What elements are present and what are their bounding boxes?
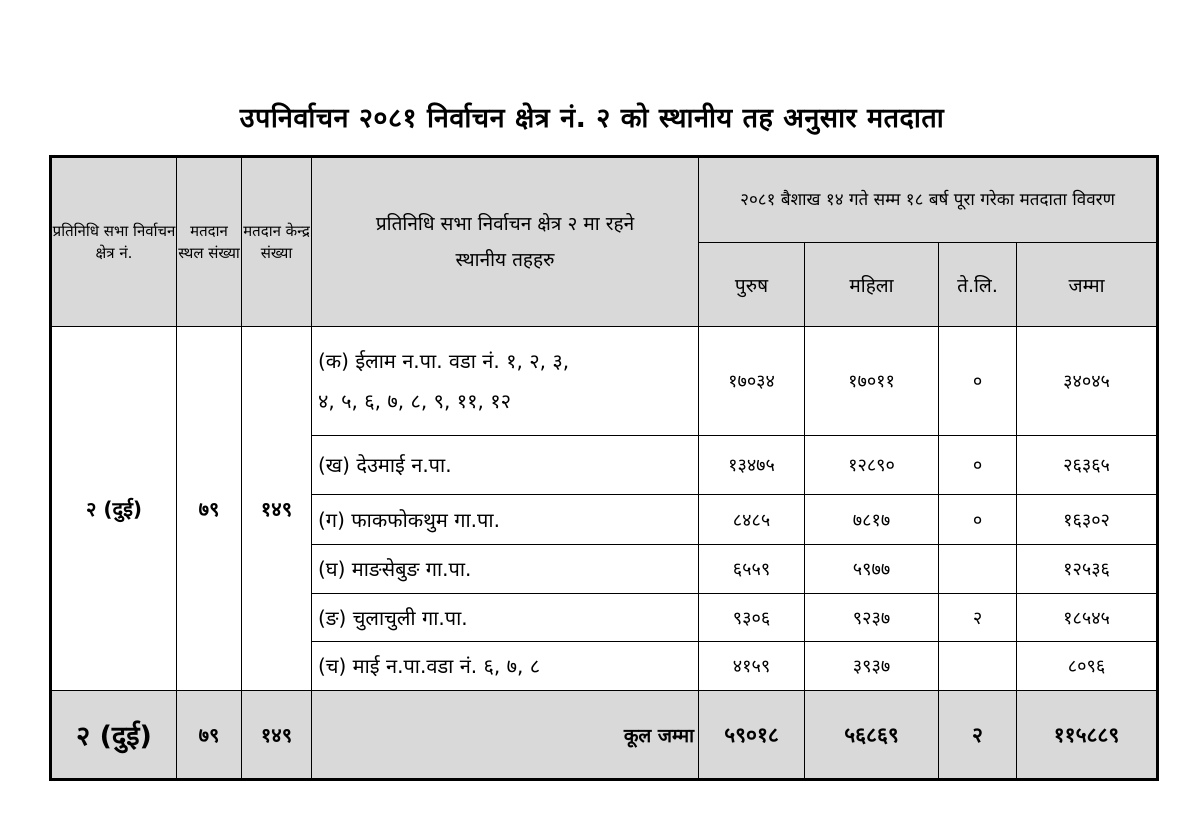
total-cell: १६३०२: [1017, 495, 1158, 545]
header-male: पुरुष: [699, 243, 805, 327]
page-title: उपनिर्वाचन २०८१ निर्वाचन क्षेत्र नं. २ को स्थानीय तह अनुसार मतदाता: [239, 103, 945, 134]
male-cell: १३४७५: [699, 436, 805, 495]
grand-total-cell: ११५८८९: [1017, 691, 1158, 780]
female-cell: ३९३७: [805, 642, 939, 691]
other-cell: ०: [939, 495, 1017, 545]
grand-total-label: कूल जम्मा: [312, 691, 699, 780]
header-constituency: प्रतिनिधि सभा निर्वाचन क्षेत्र नं.: [51, 157, 177, 327]
header-local-levels: प्रतिनिधि सभा निर्वाचन क्षेत्र २ मा रहने स्थानीय तहहरु: [312, 157, 699, 327]
local-level-cell: (घ) माङसेबुङ गा.पा.: [312, 545, 699, 594]
other-cell: २: [939, 594, 1017, 642]
total-polling-centers-cell: १४९: [242, 691, 312, 780]
header-polling-centers: मतदान केन्द्र संख्या: [242, 157, 312, 327]
total-constituency-cell: २ (दुई): [51, 691, 177, 780]
table-row: [51, 327, 1158, 436]
total-cell: १२५३६: [1017, 545, 1158, 594]
female-cell: ७८१७: [805, 495, 939, 545]
local-level-line1: (क) ईलाम न.पा. वडा नं. १, २, ३,: [318, 349, 570, 373]
female-cell: १७०११: [805, 327, 939, 436]
female-cell: ५९७७: [805, 545, 939, 594]
constituency-cell: २ (दुई): [51, 327, 177, 691]
voter-table: [49, 155, 1159, 781]
local-level-cell: (ङ) चुलाचुली गा.पा.: [312, 594, 699, 642]
total-male-cell: ५९०१८: [699, 691, 805, 780]
total-cell: २६३६५: [1017, 436, 1158, 495]
male-cell: ६५५९: [699, 545, 805, 594]
total-cell: ८०९६: [1017, 642, 1158, 691]
total-female-cell: ५६८६९: [805, 691, 939, 780]
local-level-cell: (ग) फाकफोकथुम गा.पा.: [312, 495, 699, 545]
total-cell: ३४०४५: [1017, 327, 1158, 436]
male-cell: ८४८५: [699, 495, 805, 545]
header-total: जम्मा: [1017, 243, 1158, 327]
female-cell: ९२३७: [805, 594, 939, 642]
male-cell: १७०३४: [699, 327, 805, 436]
header-polling-places: मतदान स्थल संख्या: [177, 157, 242, 327]
total-other-cell: २: [939, 691, 1017, 780]
female-cell: १२८९०: [805, 436, 939, 495]
header-voters-group: २०८१ बैशाख १४ गते सम्म १८ बर्ष पूरा गरेका मतदाता विवरण: [699, 157, 1158, 243]
polling-places-cell: ७९: [177, 327, 242, 691]
total-polling-places-cell: ७९: [177, 691, 242, 780]
total-row: [51, 691, 1158, 780]
male-cell: ९३०६: [699, 594, 805, 642]
polling-centers-cell: १४९: [242, 327, 312, 691]
other-cell: ०: [939, 327, 1017, 436]
local-level-cell: [312, 327, 699, 436]
other-cell: ०: [939, 436, 1017, 495]
header-other: ते.लि.: [939, 243, 1017, 327]
other-cell: [939, 642, 1017, 691]
total-cell: १८५४५: [1017, 594, 1158, 642]
local-level-cell: (च) माई न.पा.वडा नं. ६, ७, ८: [312, 642, 699, 691]
male-cell: ४१५९: [699, 642, 805, 691]
local-level-cell: (ख) देउमाई न.पा.: [312, 436, 699, 495]
local-level-line2: ४, ५, ६, ७, ८, ९, ११, १२: [318, 389, 512, 413]
other-cell: [939, 545, 1017, 594]
header-female: महिला: [805, 243, 939, 327]
